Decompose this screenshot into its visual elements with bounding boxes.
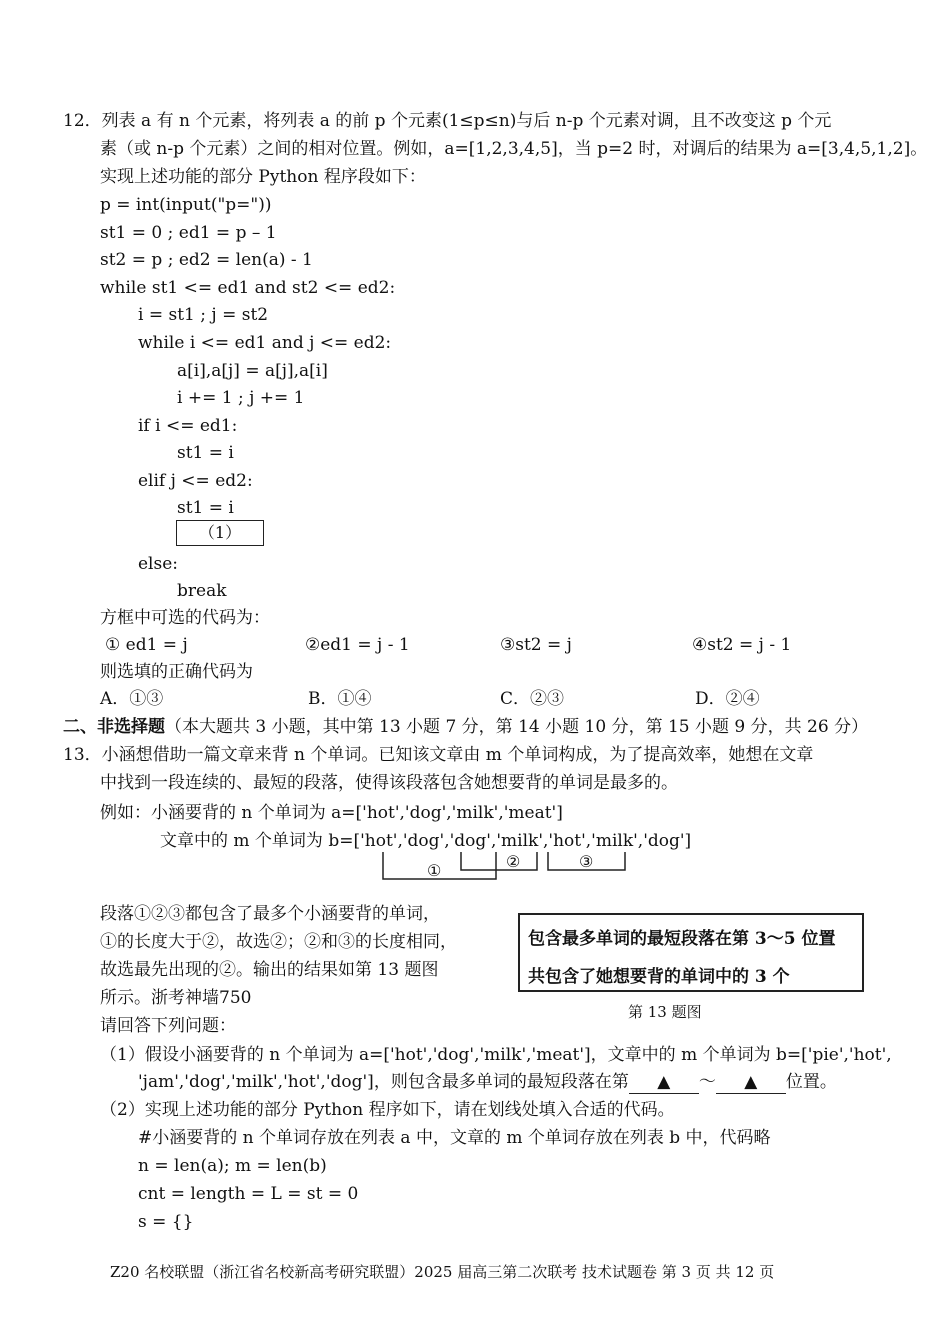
q13-sub1-line1: （1）假设小涵要背的 n 个单词为 a=['hot','dog','milk','meat']，文章中的 m 个单词为 b=['pie','hot', (100, 1045, 892, 1065)
figure-caption: 第 13 题图 (628, 1003, 702, 1021)
section-title: 二、非选择题 (63, 717, 165, 737)
sub1-text: 'jam','dog','milk','hot','dog']，则包含最多单词的最短段落在第 (138, 1072, 629, 1092)
q12-stem-line1: 12．列表 a 有 n 个元素，将列表 a 的前 p 个元素(1≤p≤n)与后 n-p 个元素对调，且不改变这 p 个元 (63, 111, 832, 131)
q12-code-line: elif j <= ed2: (138, 471, 253, 491)
q13-sub1-line2 (138, 1071, 837, 1094)
q13-code-line: cnt = length = L = st = 0 (138, 1184, 359, 1204)
section-desc: （本大题共 3 小题，其中第 13 小题 7 分，第 14 小题 10 分，第 15 小题 9 分，共 26 分） (165, 717, 869, 737)
q12-code-line: i = st1 ; j = st2 (138, 305, 269, 325)
q12-code-line: while i <= ed1 and j <= ed2: (138, 333, 392, 353)
q13-stem-line1: 13．小涵想借助一篇文章来背 n 个单词。已知该文章由 m 个单词构成，为了提高效率，她想在文章 (63, 745, 814, 765)
output-box (518, 913, 864, 992)
q12-code-line: while st1 <= ed1 and st2 <= ed2: (100, 278, 396, 298)
q12-option: ②ed1 = j - 1 (305, 635, 410, 655)
q12-prompt: 则选填的正确代码为 (100, 662, 253, 682)
q12-option: ① ed1 = j (105, 635, 188, 655)
q13-explain-line: 段落①②③都包含了最多个小涵要背的单词， (100, 904, 440, 924)
q13-ask: 请回答下列问题： (100, 1016, 236, 1036)
q12-stem-line2: 素（或 n-p 个元素）之间的相对位置。例如，a=[1,2,3,4,5]，当 p=2 时，对调后的结果为 a=[3,4,5,1,2]。 (100, 139, 928, 159)
q13-example-line2: 文章中的 m 个单词为 b=['hot','dog','dog','milk','hot','milk','dog'] (160, 831, 692, 851)
bracket-2 (461, 852, 537, 870)
q13-explain-line: ①的长度大于②，故选②；②和③的长度相同， (100, 932, 457, 952)
q12-choice-c: C．②③ (500, 689, 565, 709)
q12-code-line: else: (138, 554, 179, 574)
q12-code-line: break (177, 581, 227, 601)
q12-code-line: st1 = i (177, 498, 234, 518)
q12-option: ④st2 = j - 1 (692, 635, 792, 655)
q12-code-line: p = int(input("p=")) (100, 195, 272, 215)
marker-1: ① (427, 861, 442, 880)
tilde: ～ (698, 1072, 716, 1092)
q13-code-line: s = {} (138, 1212, 194, 1232)
q12-stem-line3: 实现上述功能的部分 Python 程序段如下： (100, 167, 426, 187)
q12-code-line: st1 = i (177, 443, 234, 463)
q12-option: ③st2 = j (500, 635, 572, 655)
marker-3: ③ (579, 852, 594, 871)
q12-code-line: i += 1 ; j += 1 (177, 388, 305, 408)
q13-example-line1: 例如：小涵要背的 n 个单词为 a=['hot','dog','milk','meat'] (100, 803, 563, 823)
output-line-1: 包含最多单词的最短段落在第 3～5 位置 (528, 929, 836, 949)
page-footer: Z20 名校联盟（浙江省名校新高考研究联盟）2025 届高三第二次联考 技术试题卷 第 3 页 共 12 页 (110, 1263, 775, 1281)
sub1-suffix: 位置。 (785, 1072, 837, 1092)
q13-explain-line: 故选最先出现的②。输出的结果如第 13 题图 (100, 960, 439, 980)
q12-choice-b: B．①④ (308, 689, 372, 709)
q12-options-intro: 方框中可选的代码为： (100, 608, 270, 628)
q13-sub2: （2）实现上述功能的部分 Python 程序如下，请在划线处填入合适的代码。 (100, 1100, 675, 1120)
q12-code-line: st1 = 0 ; ed1 = p – 1 (100, 223, 277, 243)
q12-choice-d: D．②④ (695, 689, 760, 709)
q12-code-line: st2 = p ; ed2 = len(a) - 1 (100, 250, 313, 270)
q12-code-line: if i <= ed1: (138, 416, 238, 436)
output-line-2: 共包含了她想要背的单词中的 3 个 (528, 967, 790, 987)
q13-stem-line2: 中找到一段连续的、最短的段落，使得该段落包含她想要背的单词是最多的。 (100, 773, 678, 793)
q13-code-line: n = len(a); m = len(b) (138, 1156, 327, 1176)
q12-choice-a: A．①③ (100, 689, 164, 709)
marker-2: ② (506, 852, 521, 871)
answer-box-label: （1） (198, 523, 242, 542)
answer-blank[interactable]: ▲ (716, 1071, 786, 1094)
q12-code-line: a[i],a[j] = a[j],a[i] (177, 361, 328, 381)
q13-explain-line: 所示。浙考神墙750 (100, 988, 252, 1008)
q13-code-line: #小涵要背的 n 个单词存放在列表 a 中，文章的 m 个单词存放在列表 b 中，代码略 (138, 1128, 771, 1148)
answer-blank[interactable]: ▲ (629, 1071, 699, 1094)
